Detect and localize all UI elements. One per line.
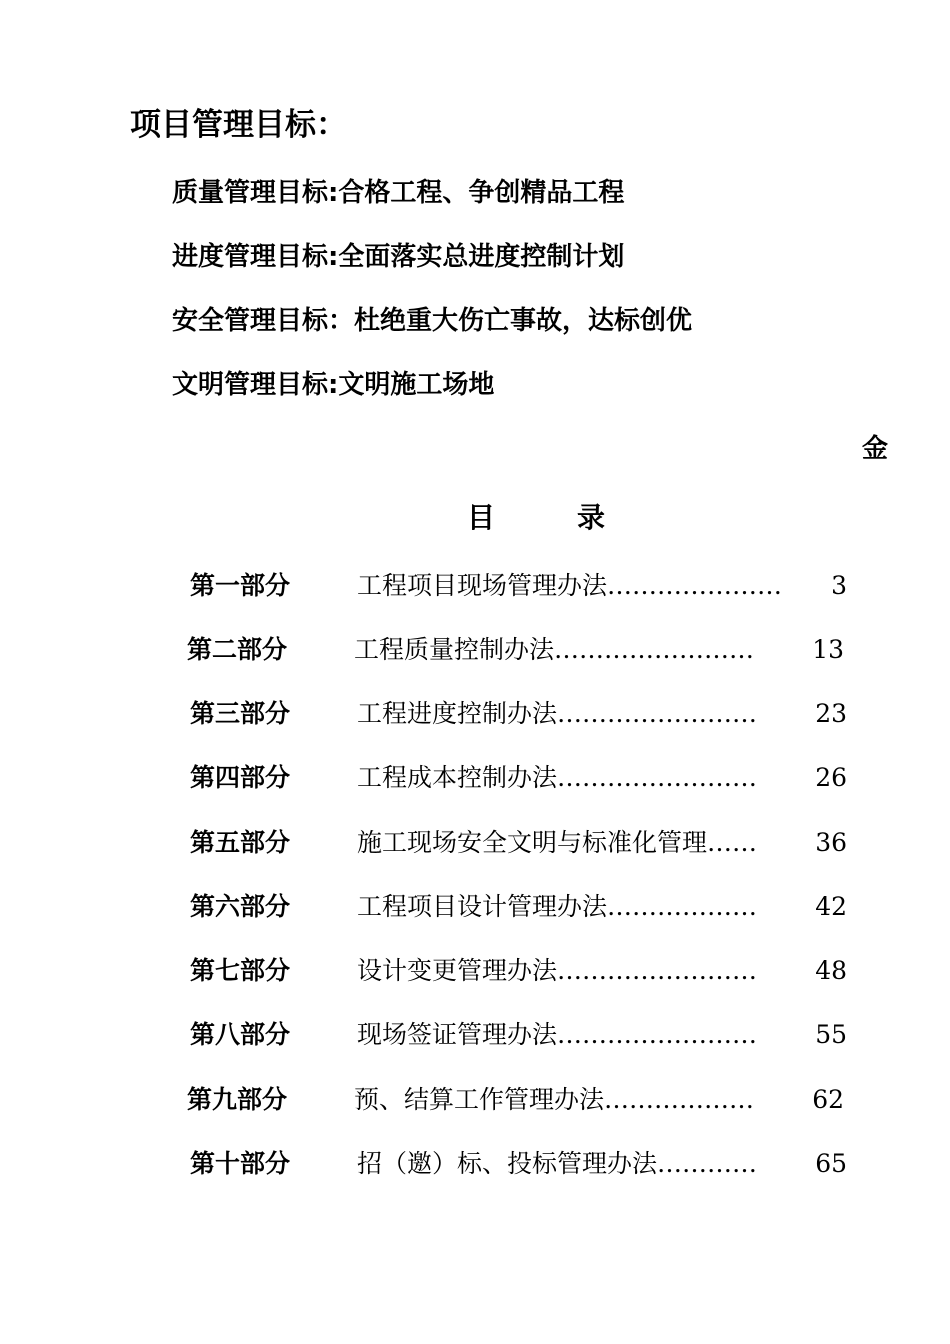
toc-entry-title: 招（邀）标、投标管理办法………… xyxy=(357,1149,758,1178)
toc-part-label: 第七部分 xyxy=(190,956,291,985)
toc-page-number: 3 xyxy=(831,571,847,600)
civilized-goal: 文明管理目标:文明施工场地 xyxy=(172,370,495,400)
toc-entry-title: 设计变更管理办法…………………… xyxy=(357,956,758,985)
toc-page-number: 62 xyxy=(812,1085,844,1114)
toc-entry xyxy=(0,696,950,732)
toc-title: 目录 xyxy=(467,501,688,534)
toc-page-number: 26 xyxy=(815,763,847,792)
toc-page-number: 13 xyxy=(812,635,844,664)
toc-entry-title: 预、结算工作管理办法……………… xyxy=(354,1085,755,1114)
toc-part-label: 第二部分 xyxy=(187,635,288,664)
toc-entry-title: 现场签证管理办法…………………… xyxy=(357,1020,758,1049)
toc-entry-title: 施工现场安全文明与标准化管理…… xyxy=(357,828,758,857)
toc-entry xyxy=(0,953,950,989)
toc-entry xyxy=(0,1017,950,1053)
toc-entry xyxy=(0,825,950,861)
toc-page-number: 55 xyxy=(815,1020,847,1049)
toc-part-label: 第三部分 xyxy=(190,699,291,728)
toc-part-label: 第四部分 xyxy=(190,763,291,792)
toc-entry xyxy=(0,1082,950,1118)
schedule-goal: 进度管理目标:全面落实总进度控制计划 xyxy=(172,242,625,272)
toc-entry-title: 工程项目设计管理办法……………… xyxy=(357,892,758,921)
toc-part-label: 第九部分 xyxy=(187,1085,288,1114)
toc-entry xyxy=(0,760,950,796)
page-title: 项目管理目标： xyxy=(130,107,347,143)
toc-part-label: 第八部分 xyxy=(190,1020,291,1049)
toc-entry-title: 工程进度控制办法…………………… xyxy=(357,699,758,728)
toc-entry xyxy=(0,632,950,668)
toc-part-label: 第五部分 xyxy=(190,828,291,857)
toc-entry xyxy=(0,1146,950,1182)
quality-goal: 质量管理目标:合格工程、争创精品工程 xyxy=(172,178,625,208)
toc-part-label: 第一部分 xyxy=(190,571,291,600)
toc-page-number: 48 xyxy=(815,956,847,985)
toc-entry xyxy=(0,889,950,925)
toc-entry-title: 工程项目现场管理办法………………… xyxy=(357,571,783,600)
toc-part-label: 第六部分 xyxy=(190,892,291,921)
toc-page-number: 65 xyxy=(815,1149,847,1178)
toc-page-number: 42 xyxy=(815,892,847,921)
safety-goal: 安全管理目标：杜绝重大伤亡事故，达标创优 xyxy=(172,306,693,336)
corner-character: 金 xyxy=(862,434,889,464)
toc-page-number: 23 xyxy=(815,699,847,728)
toc-part-label: 第十部分 xyxy=(190,1149,291,1178)
toc-entry-title: 工程成本控制办法…………………… xyxy=(357,763,758,792)
toc-page-number: 36 xyxy=(815,828,847,857)
toc-entry-title: 工程质量控制办法…………………… xyxy=(354,635,755,664)
toc-entry xyxy=(0,568,950,604)
